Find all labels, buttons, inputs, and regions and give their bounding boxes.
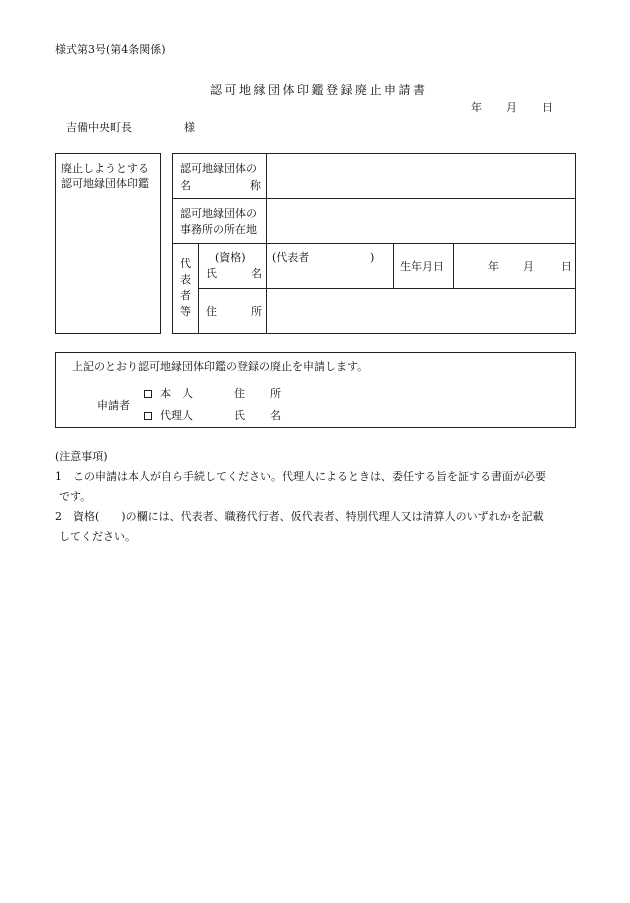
org-name-field[interactable] <box>268 155 574 197</box>
date-month-label: 月 <box>506 101 517 114</box>
rep-char-4: 等 <box>180 305 191 318</box>
notes-section <box>55 447 580 547</box>
rep-address-field[interactable] <box>268 290 574 332</box>
org-name-label-line1: 認可地縁団体の <box>180 162 257 175</box>
note-2-line-2: してください。 <box>59 530 136 543</box>
birthdate-day: 日 <box>561 260 572 273</box>
checkbox-proxy[interactable] <box>144 412 152 420</box>
application-statement: 上記のとおり認可地縁団体印鑑の登録の廃止を申請します。 <box>72 360 369 373</box>
form-number: 様式第3号(第4条関係) <box>55 43 166 56</box>
option-proxy[interactable]: 代理人 <box>144 410 193 421</box>
applicant-name-b: 名 <box>270 409 281 422</box>
org-name-label-a: 名 <box>180 179 191 192</box>
qualification-label: (資格) <box>215 251 246 264</box>
birthdate-month: 月 <box>523 260 534 273</box>
birthdate-year: 年 <box>488 260 499 273</box>
option-self[interactable]: 本 人 <box>144 388 193 399</box>
notes-heading: (注意事項) <box>55 450 108 463</box>
applicant-address-a: 住 <box>234 387 245 400</box>
seal-label-line1: 廃止しようとする <box>61 162 149 175</box>
note-2-line-1: 2 資格( )の欄には、代表者、職務代行者、仮代表者、特別代理人又は清算人のいずれかを記載 <box>55 510 544 523</box>
office-address-field[interactable] <box>268 200 574 242</box>
addressee-honorific: 様 <box>184 121 195 134</box>
rep-char-3: 者 <box>180 289 191 302</box>
applicant-label: 申請者 <box>97 399 130 412</box>
checkbox-self[interactable] <box>144 390 152 398</box>
rep-address-label-b: 所 <box>251 305 262 318</box>
date-year-label: 年 <box>471 101 482 114</box>
seal-label-line2: 認可地縁団体印鑑 <box>61 177 149 190</box>
qualification-close: ) <box>370 251 375 264</box>
office-label-line1: 認可地縁団体の <box>180 207 257 220</box>
addressee-name: 吉備中央町長 <box>66 121 132 134</box>
birthdate-label: 生年月日 <box>400 260 444 273</box>
note-1-line-1: 1 この申請は本人が自ら手続してください。代理人によるときは、委任する旨を証する書面が必要 <box>55 470 546 483</box>
page-title: 認可地縁団体印鑑登録廃止申請書 <box>210 83 428 97</box>
rep-address-label-a: 住 <box>206 305 217 318</box>
qualification-open: (代表者 <box>272 251 310 264</box>
note-1-line-2: です。 <box>59 490 92 503</box>
rep-char-1: 代 <box>180 257 191 270</box>
rep-char-2: 表 <box>180 273 191 286</box>
applicant-name-a: 氏 <box>234 409 245 422</box>
date-day-label: 日 <box>542 101 553 114</box>
office-label-line2: 事務所の所在地 <box>180 223 257 236</box>
applicant-address-b: 所 <box>270 387 281 400</box>
rep-name-label-a: 氏 <box>206 267 217 280</box>
rep-name-label-b: 名 <box>251 267 262 280</box>
org-name-label-b: 称 <box>250 179 261 192</box>
